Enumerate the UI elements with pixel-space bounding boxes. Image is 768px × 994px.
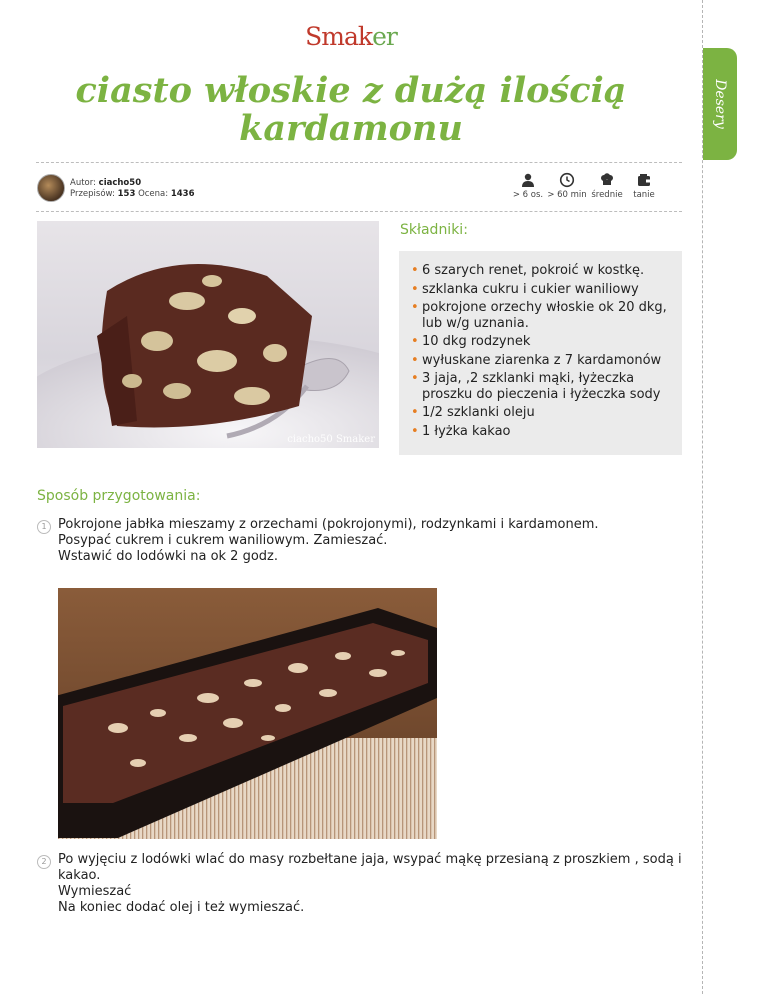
logo-part-2: er [372,22,397,51]
time-value: > 60 min [547,190,587,200]
rating-value: 1436 [170,189,195,199]
rating-label: Ocena: [138,189,169,199]
author-info [70,178,195,200]
step-number: 2 [37,855,51,869]
person-icon [520,172,536,188]
recipe-photo-cake-slice [37,221,379,448]
author-label: Autor: [70,178,96,188]
avatar[interactable] [37,174,65,202]
recipe-photo-cake-tray [58,588,437,839]
ingredients-box [399,251,682,455]
ingredient-item: • 3 jaja, ,2 szklanki mąki, łyżeczka proszku do pieczenia i łyżeczka sody [411,371,670,402]
cake-tray-illustration [58,588,437,839]
cost-value: tanie [633,190,655,200]
recipe-title: ciasto włoskie z dużą ilością kardamonu [75,70,627,149]
smaker-logo[interactable] [0,22,702,51]
ingredient-item: • 6 szarych renet, pokroić w kostkę. [411,263,670,279]
ingredient-item: • 1/2 szklanki oleju [411,405,670,421]
servings-value: > 6 os. [512,190,544,200]
author-name[interactable]: ciacho50 [98,178,142,188]
step-text: Po wyjęciu z lodówki wlać do masy rozbełtane jaja, wsypać mąkę przesianą z proszkiem , sodą i kakao. Wymieszać Na koniec dodać olej i też wymieszać. [58,852,682,915]
ingredients-list [411,263,670,439]
chef-hat-icon [599,172,615,188]
servings-meta [508,172,548,200]
wallet-icon [636,172,652,188]
ingredient-item: • wyłuskane ziarenka z 7 kardamonów [411,353,670,369]
recipes-count: 153 [117,189,136,199]
cake-slice-illustration [37,221,379,448]
divider-bottom [36,211,682,212]
recipes-label: Przepisów: [70,189,115,199]
ingredient-item: • 10 dkg rodzynek [411,334,670,350]
clock-icon [559,172,575,188]
divider-top [36,162,682,163]
step-text: Pokrojone jabłka mieszamy z orzechami (pokrojonymi), rodzynkami i kardamonem. Posypać cukrem i cukrem waniliowym. Zamieszać. Wstawić do lodówki na ok 2 godz. [58,517,599,564]
difficulty-meta [587,172,627,200]
step-number: 1 [37,520,51,534]
ingredient-item: • pokrojone orzechy włoskie ok 20 dkg, lub w/g uznania. [411,300,670,331]
ingredients-heading: Składniki: [400,222,468,238]
category-label: Desery [712,79,728,129]
preparation-heading: Sposób przygotowania: [37,488,201,504]
time-meta [547,172,587,200]
logo-part-1: Smak [305,22,373,51]
category-tab[interactable] [703,48,737,160]
difficulty-value: średnie [591,190,623,200]
cost-meta [624,172,664,200]
photo-watermark: ciacho50 Smaker [287,434,375,445]
ingredient-item: • 1 łyżka kakao [411,424,670,440]
ingredient-item: • szklanka cukru i cukier waniliowy [411,282,670,298]
